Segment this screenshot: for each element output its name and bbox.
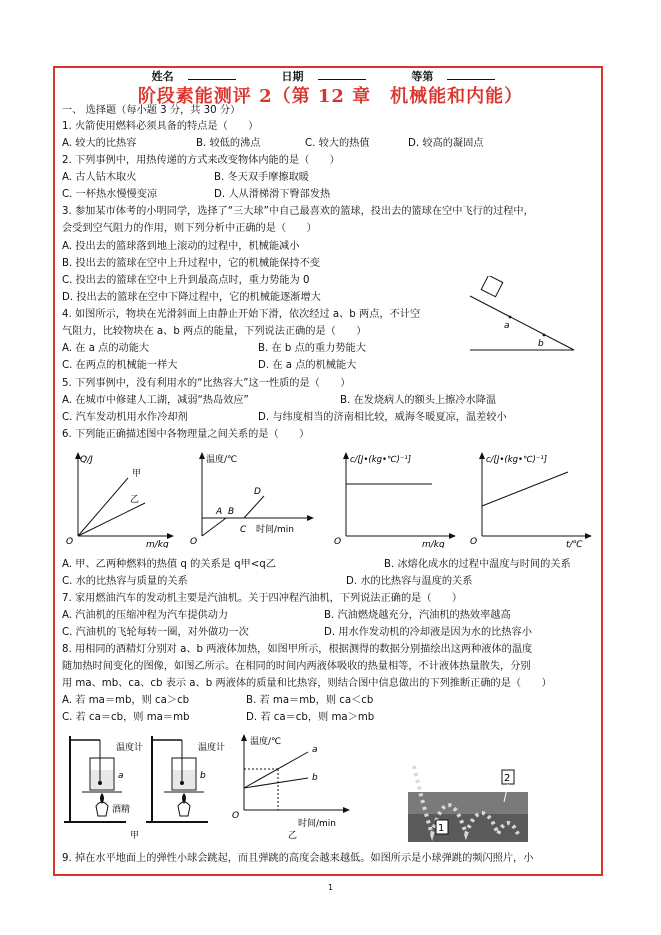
alcohol-lamp-label: 酒精 [112, 805, 131, 815]
q8-option-a[interactable]: A. 若 ma＝mb，则 ca＞cb [62, 695, 190, 706]
rank-blank[interactable] [447, 69, 495, 80]
q2-option-b[interactable]: B. 冬天双手摩擦取暖 [214, 172, 309, 183]
q3-stem-line1: 3. 参加某市体考的小明同学，选择了“三大球”中自己最喜欢的篮球，投出去的篮球在空中飞行的过程中， [62, 206, 534, 217]
g2-point-c: C [240, 525, 247, 535]
figure-jia-caption: 甲 [130, 831, 140, 841]
g2-point-d: D [254, 487, 261, 497]
g1-series-yi: 乙 [130, 495, 140, 505]
q5-option-c[interactable]: C. 汽车发动机用水作冷却剂 [62, 412, 188, 423]
q1-stem: 1. 火箭使用燃料必须具备的特点是（ ） [62, 121, 259, 132]
q4-option-d[interactable]: D. 在 a 点的机械能大 [258, 360, 357, 371]
q7-stem: 7. 家用燃油汽车的发动机主要是汽油机。关于四冲程汽油机，下列说法正确的是（ ） [62, 593, 463, 604]
g1-x-label: m/kg [146, 540, 169, 548]
q7-option-b[interactable]: B. 汽油燃烧越充分，汽油机的热效率越高 [324, 610, 511, 621]
q6-option-c[interactable]: C. 水的比热容与质量的关系 [62, 576, 188, 587]
q8-option-c[interactable]: C. 若 ca＝cb，则 ma＝mb [62, 712, 190, 723]
q8-stem-line1: 8. 用相同的酒精灯分别对 a、b 两液体加热，如图甲所示，根据测得的数据分别描绘出这两种液体的温度 [62, 644, 533, 655]
g2-x-label: 时间/min [256, 525, 295, 535]
section-heading: 一、 选择题（每小题 3 分，共 30 分） [62, 105, 241, 116]
q3-option-c[interactable]: C. 投出去的篮球在空中上升到最高点时，重力势能为 0 [62, 275, 310, 286]
date-label: 日期 [281, 70, 304, 83]
g3-origin: O [334, 537, 342, 547]
q8-stem-line2: 随加热时间变化的图像，如图乙所示。在相同的时间内两液体吸收的热量相等，不计液体热量散失，分别 [62, 661, 531, 672]
graph-y-label: 温度/℃ [250, 737, 282, 747]
name-label: 姓名 [151, 70, 174, 83]
graph-x-label: 时间/min [298, 819, 337, 829]
thermometer-label-2: 温度计 [198, 743, 226, 753]
q6-graph-3 [332, 448, 462, 548]
q6-option-d[interactable]: D. 水的比热容与温度的关系 [346, 576, 473, 587]
g4-x-label: t/℃ [566, 540, 583, 548]
line-b-label: b [312, 773, 318, 783]
q3-option-a[interactable]: A. 投出去的篮球落到地上滚动的过程中，机械能减小 [62, 241, 300, 252]
q1-option-b[interactable]: B. 较低的沸点 [196, 138, 261, 149]
q8-option-b[interactable]: B. 若 ma＝mb，则 ca＜cb [246, 695, 374, 706]
q4-option-a[interactable]: A. 在 a 点的动能大 [62, 343, 150, 354]
q1-option-c[interactable]: C. 较大的热值 [305, 138, 370, 149]
figure-yi-caption: 乙 [288, 831, 298, 841]
q3-option-b[interactable]: B. 投出去的篮球在空中上升过程中，它的机械能保持不变 [62, 258, 320, 269]
g4-origin: O [470, 537, 478, 547]
q6-option-b[interactable]: B. 冰熔化成水的过程中温度与时间的关系 [384, 559, 571, 570]
page-number: 1 [327, 883, 334, 892]
q4-stem-line1: 4. 如图所示，物块在光滑斜面上由静止开始下滑，依次经过 a、b 两点，不计空 [62, 309, 421, 320]
q6-graph-1 [60, 448, 180, 548]
q4-option-c[interactable]: C. 在两点的机械能一样大 [62, 360, 178, 371]
line-a-label: a [312, 745, 318, 755]
date-blank[interactable] [318, 69, 366, 80]
q2-option-d[interactable]: D. 人从滑梯滑下臀部发热 [214, 189, 331, 200]
photo-mark-1: 1 [438, 823, 445, 834]
thermometer-label-1: 温度计 [116, 743, 144, 753]
photo-mark-2: 2 [504, 773, 511, 784]
g4-y-label: c/[J•(kg•℃)⁻¹] [486, 455, 548, 465]
g3-x-label: m/kg [422, 540, 445, 548]
point-b-label: b [538, 339, 544, 349]
rank-label: 等第 [411, 70, 434, 83]
g2-point-a: A [216, 507, 223, 517]
q5-option-b[interactable]: B. 在发烧病人的额头上擦冷水降温 [340, 395, 497, 406]
q6-graph-2 [188, 448, 318, 548]
q7-option-d[interactable]: D. 用水作发动机的冷却液是因为水的比热容小 [324, 627, 532, 638]
g1-origin: O [66, 537, 74, 547]
q5-option-d[interactable]: D. 与纬度相当的济南相比较，威海冬暖夏凉，温差较小 [258, 412, 507, 423]
q4-incline-figure [466, 276, 580, 354]
name-blank[interactable] [188, 69, 236, 80]
q9-bounce-photo [408, 762, 528, 842]
q7-option-c[interactable]: C. 汽油机的飞轮每转一圈，对外做功一次 [62, 627, 249, 638]
q8-option-d[interactable]: D. 若 ca＝cb，则 ma＞mb [246, 712, 375, 723]
q3-stem-line2: 会受到空气阻力的作用，则下列分析中正确的是（ ） [62, 223, 317, 234]
g2-point-b: B [228, 507, 235, 517]
q6-graph-4 [468, 448, 600, 548]
q1-option-a[interactable]: A. 较大的比热容 [62, 138, 137, 149]
g2-y-label: 温度/℃ [206, 455, 238, 465]
graph-origin: O [232, 811, 240, 821]
q5-stem: 5. 下列事例中，没有利用水的“比热容大”这一性质的是（ ） [62, 378, 351, 389]
point-a-label: a [504, 321, 510, 331]
q2-stem: 2. 下列事例中，用热传递的方式来改变物体内能的是（ ） [62, 155, 340, 166]
q4-stem-line2: 气阻力，比较物块在 a、b 两点的能量，下列说法正确的是（ ） [62, 326, 367, 337]
q5-option-a[interactable]: A. 在城市中修建人工湖，减弱“热岛效应” [62, 395, 249, 406]
q1-option-d[interactable]: D. 较高的凝固点 [408, 138, 484, 149]
block [481, 276, 503, 297]
q6-option-a[interactable]: A. 甲、乙两种燃料的热值 q 的关系是 q甲<q乙 [62, 559, 276, 570]
q8-stem-line3: 用 ma、mb、ca、cb 表示 a、b 两液体的质量和比热容，则结合图中信息做出的下列推断正确的是（ ） [62, 678, 552, 689]
q9-stem: 9. 掉在水平地面上的弹性小球会跳起，而且弹跳的高度会越来越低。如图所示是小球弹跳的频闪照片，小 [62, 853, 534, 864]
q7-option-a[interactable]: A. 汽油机的压缩冲程为汽车提供动力 [62, 610, 229, 621]
g1-y-label: Q/J [80, 455, 93, 465]
q8-temperature-graph [228, 730, 358, 842]
q8-heating-apparatus-figure [60, 730, 230, 842]
q2-option-c[interactable]: C. 一杯热水慢慢变凉 [62, 189, 158, 200]
q6-stem: 6. 下列能正确描述图中各物理量之间关系的是（ ） [62, 429, 310, 440]
liquid-b-label: b [200, 771, 206, 781]
q4-option-b[interactable]: B. 在 b 点的重力势能大 [258, 343, 366, 354]
g1-series-jia: 甲 [132, 469, 142, 479]
g3-y-label: c/[J•(kg•℃)⁻¹] [350, 455, 412, 465]
q2-option-a[interactable]: A. 古人钻木取火 [62, 172, 137, 183]
liquid-a-label: a [118, 771, 124, 781]
g2-origin: O [190, 537, 198, 547]
q3-option-d[interactable]: D. 投出去的篮球在空中下降过程中，它的机械能逐渐增大 [62, 292, 321, 303]
page-title: 阶段素能测评 2（第 12 章 机械能和内能） [137, 86, 524, 107]
